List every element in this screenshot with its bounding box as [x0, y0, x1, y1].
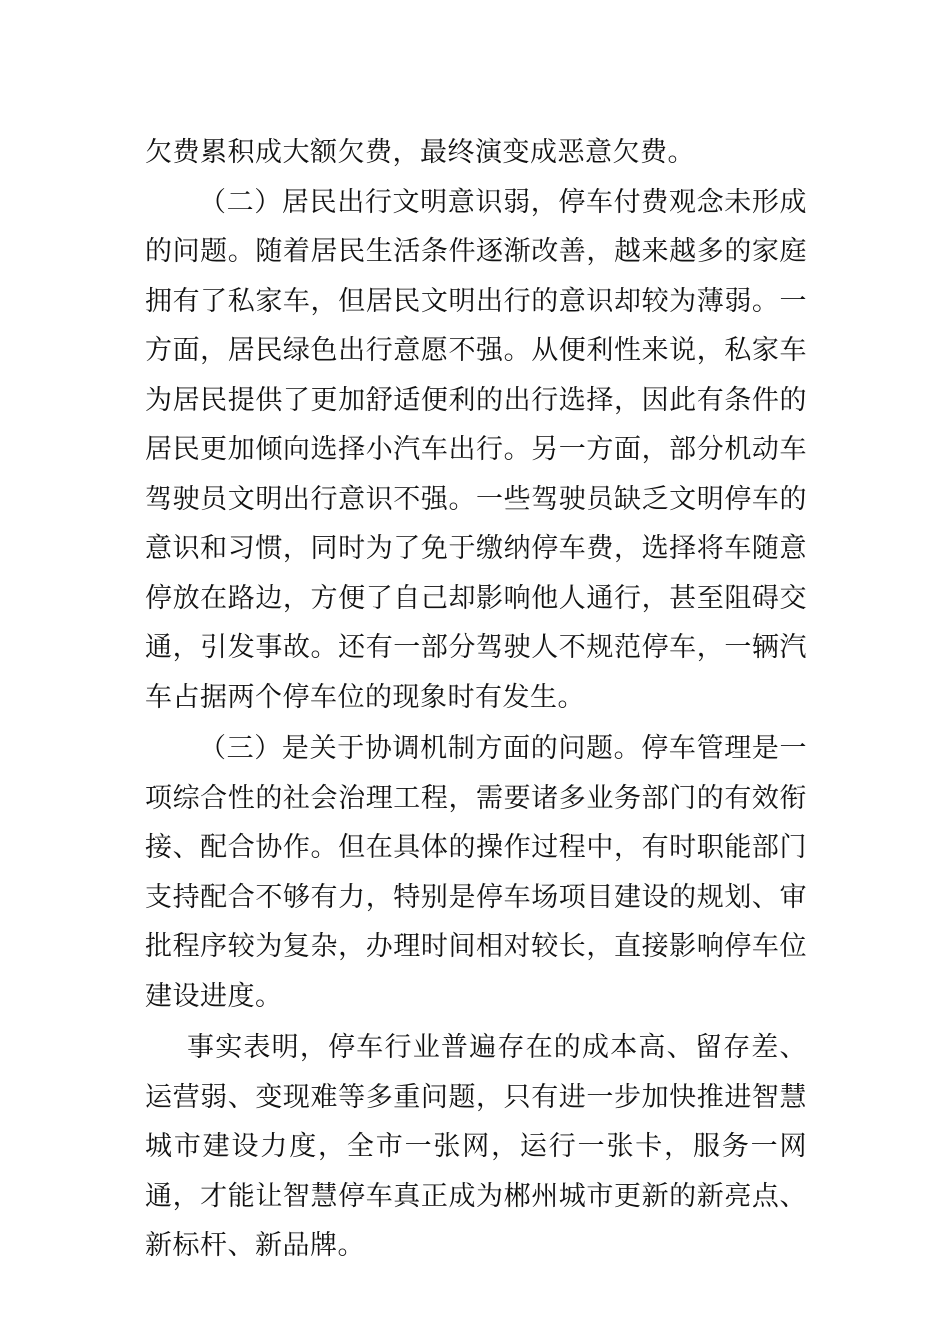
paragraph-section-three: （三）是关于协调机制方面的问题。停车管理是一项综合性的社会治理工程，需要诸多业务部门的有效衔接、配合协作。但在具体的操作过程中，有时职能部门支持配合不够有力，特别是停车场项目建设的规划、审批程序较为复杂，办理时间相对较长，直接影响停车位建设进度。	[145, 733, 807, 1012]
paragraph-conclusion: 事实表明，停车行业普遍存在的成本高、留存差、运营弱、变现难等多重问题，只有进一步加快推进智慧城市建设力度，全市一张网，运行一张卡，服务一网通，才能让智慧停车真正成为郴州城市更新的新亮点、新标杆、新品牌。	[145, 1032, 807, 1261]
paragraph-continuation: 欠费累积成大额欠费，最终演变成恶意欠费。	[145, 137, 695, 168]
document-body	[145, 128, 807, 1271]
paragraph-section-two: （二）居民出行文明意识弱，停车付费观念未形成的问题。随着居民生活条件逐渐改善，越来越多的家庭拥有了私家车，但居民文明出行的意识却较为薄弱。一方面，居民绿色出行意愿不强。从便利性来说，私家车为居民提供了更加舒适便利的出行选择，因此有条件的居民更加倾向选择小汽车出行。另一方面，部分机动车驾驶员文明出行意识不强。一些驾驶员缺乏文明停车的意识和习惯，同时为了免于缴纳停车费，选择将车随意停放在路边，方便了自己却影响他人通行，甚至阻碍交通，引发事故。还有一部分驾驶人不规范停车，一辆汽车占据两个停车位的现象时有发生。	[145, 186, 807, 713]
